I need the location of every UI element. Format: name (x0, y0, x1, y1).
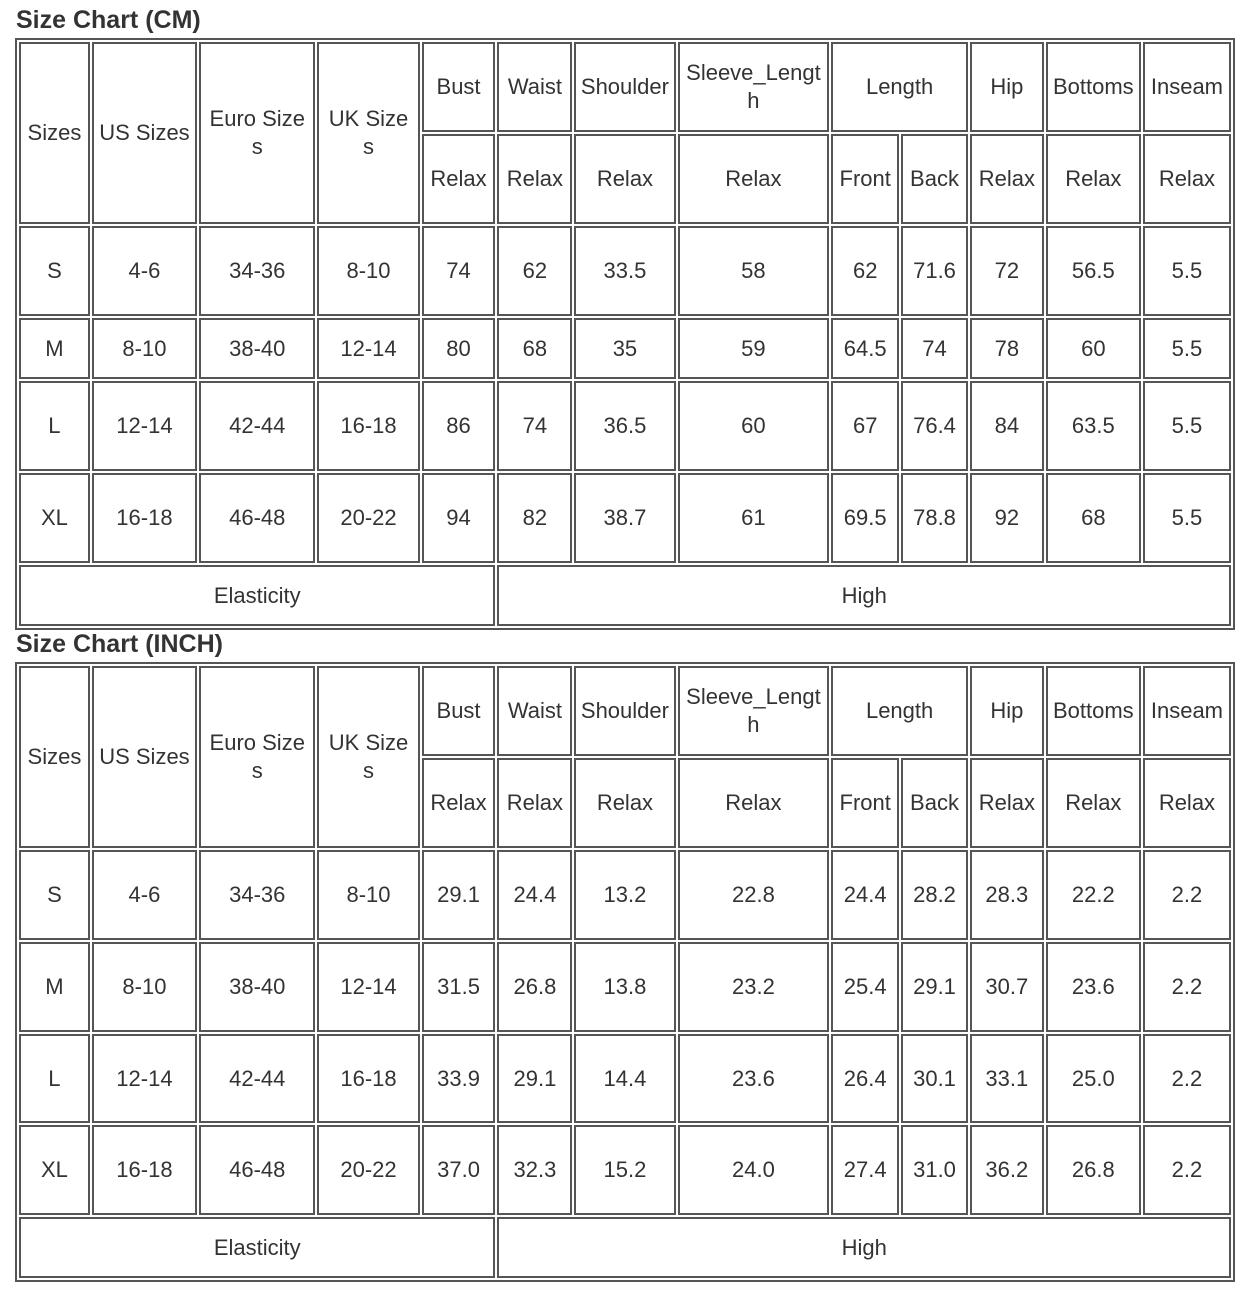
header-uk-sizes: UK Sizes (317, 42, 419, 224)
cell-hip: 30.7 (970, 942, 1044, 1032)
cell-back: 71.6 (901, 226, 968, 316)
cell-sleeve: 24.0 (678, 1125, 830, 1215)
cell-front: 62 (831, 226, 899, 316)
cell-waist: 24.4 (497, 850, 572, 940)
size-chart-cm-title: Size Chart (CM) (16, 6, 201, 34)
cell-hip: 33.1 (970, 1034, 1044, 1124)
cell-uk: 16-18 (317, 1034, 419, 1124)
cell-bottoms: 60 (1046, 318, 1141, 379)
cell-us: 8-10 (92, 942, 197, 1032)
table-row (19, 318, 1231, 379)
subheader-bottoms: Relax (1046, 134, 1141, 224)
cell-bust: 29.1 (422, 850, 496, 940)
cell-sleeve: 23.6 (678, 1034, 830, 1124)
subheader-inseam: Relax (1143, 758, 1231, 848)
cell-bottoms: 26.8 (1046, 1125, 1141, 1215)
size-chart-inch-title: Size Chart (INCH) (16, 630, 223, 658)
subheader-front: Front (831, 134, 899, 224)
subheader-waist: Relax (497, 134, 572, 224)
cell-size: XL (19, 473, 90, 563)
subheader-hip: Relax (970, 758, 1044, 848)
cell-inseam: 2.2 (1143, 1034, 1231, 1124)
header-waist: Waist (497, 666, 572, 756)
cell-shoulder: 15.2 (574, 1125, 675, 1215)
cell-front: 67 (831, 381, 899, 471)
cell-euro: 42-44 (199, 1034, 315, 1124)
cell-euro: 46-48 (199, 473, 315, 563)
cell-inseam: 5.5 (1143, 318, 1231, 379)
cell-bust: 37.0 (422, 1125, 496, 1215)
cell-inseam: 2.2 (1143, 850, 1231, 940)
cell-back: 30.1 (901, 1034, 968, 1124)
elasticity-value: High (497, 565, 1231, 626)
cell-waist: 82 (497, 473, 572, 563)
cell-hip: 72 (970, 226, 1044, 316)
cell-bust: 80 (422, 318, 496, 379)
cell-sleeve: 22.8 (678, 850, 830, 940)
cell-bottoms: 63.5 (1046, 381, 1141, 471)
header-inseam: Inseam (1143, 42, 1231, 132)
cell-uk: 12-14 (317, 318, 419, 379)
header-sleeve-length: Sleeve_Length (678, 666, 830, 756)
header-row (19, 666, 1231, 756)
header-us-sizes: US Sizes (92, 666, 197, 848)
cell-us: 4-6 (92, 226, 197, 316)
cell-euro: 38-40 (199, 318, 315, 379)
cell-sleeve: 58 (678, 226, 830, 316)
cell-shoulder: 38.7 (574, 473, 675, 563)
cell-waist: 74 (497, 381, 572, 471)
cell-waist: 26.8 (497, 942, 572, 1032)
size-chart-cm-table (15, 38, 1235, 630)
header-hip: Hip (970, 666, 1044, 756)
subheader-shoulder: Relax (574, 758, 675, 848)
cell-front: 69.5 (831, 473, 899, 563)
subheader-bust: Relax (422, 758, 496, 848)
cell-sleeve: 61 (678, 473, 830, 563)
cell-uk: 16-18 (317, 381, 419, 471)
cell-us: 12-14 (92, 381, 197, 471)
cell-front: 27.4 (831, 1125, 899, 1215)
footer-row (19, 1217, 1231, 1278)
header-euro-sizes: Euro Sizes (199, 42, 315, 224)
cell-us: 8-10 (92, 318, 197, 379)
elasticity-label: Elasticity (19, 565, 495, 626)
header-bottoms: Bottoms (1046, 666, 1141, 756)
cell-us: 16-18 (92, 473, 197, 563)
cell-inseam: 2.2 (1143, 942, 1231, 1032)
cell-hip: 36.2 (970, 1125, 1044, 1215)
cell-inseam: 5.5 (1143, 473, 1231, 563)
subheader-back: Back (901, 134, 968, 224)
footer-row (19, 565, 1231, 626)
cell-bust: 94 (422, 473, 496, 563)
cell-shoulder: 13.2 (574, 850, 675, 940)
cell-back: 31.0 (901, 1125, 968, 1215)
header-euro-sizes: Euro Sizes (199, 666, 315, 848)
cell-shoulder: 36.5 (574, 381, 675, 471)
header-us-sizes: US Sizes (92, 42, 197, 224)
cell-back: 74 (901, 318, 968, 379)
subheader-hip: Relax (970, 134, 1044, 224)
header-waist: Waist (497, 42, 572, 132)
table-row (19, 1034, 1231, 1124)
cell-size: L (19, 381, 90, 471)
cell-inseam: 2.2 (1143, 1125, 1231, 1215)
elasticity-label: Elasticity (19, 1217, 495, 1278)
subheader-front: Front (831, 758, 899, 848)
cell-hip: 28.3 (970, 850, 1044, 940)
header-bottoms: Bottoms (1046, 42, 1141, 132)
cell-front: 26.4 (831, 1034, 899, 1124)
cell-back: 78.8 (901, 473, 968, 563)
cell-inseam: 5.5 (1143, 381, 1231, 471)
cell-euro: 38-40 (199, 942, 315, 1032)
cell-bottoms: 68 (1046, 473, 1141, 563)
cell-hip: 92 (970, 473, 1044, 563)
header-shoulder: Shoulder (574, 666, 675, 756)
cell-size: XL (19, 1125, 90, 1215)
header-uk-sizes: UK Sizes (317, 666, 419, 848)
cell-euro: 34-36 (199, 226, 315, 316)
table-row (19, 1125, 1231, 1215)
cell-inseam: 5.5 (1143, 226, 1231, 316)
cell-shoulder: 14.4 (574, 1034, 675, 1124)
header-length: Length (831, 666, 968, 756)
cell-shoulder: 33.5 (574, 226, 675, 316)
cell-hip: 84 (970, 381, 1044, 471)
cell-sleeve: 59 (678, 318, 830, 379)
table-row (19, 942, 1231, 1032)
cell-uk: 20-22 (317, 473, 419, 563)
cell-front: 64.5 (831, 318, 899, 379)
cell-bust: 31.5 (422, 942, 496, 1032)
cell-uk: 12-14 (317, 942, 419, 1032)
cell-shoulder: 35 (574, 318, 675, 379)
cell-size: S (19, 850, 90, 940)
cell-shoulder: 13.8 (574, 942, 675, 1032)
cell-us: 4-6 (92, 850, 197, 940)
cell-us: 16-18 (92, 1125, 197, 1215)
cell-euro: 42-44 (199, 381, 315, 471)
table-row (19, 850, 1231, 940)
cell-uk: 8-10 (317, 850, 419, 940)
cell-uk: 20-22 (317, 1125, 419, 1215)
cell-front: 24.4 (831, 850, 899, 940)
subheader-sleeve: Relax (678, 134, 830, 224)
header-sizes: Sizes (19, 42, 90, 224)
cell-sleeve: 23.2 (678, 942, 830, 1032)
elasticity-value: High (497, 1217, 1231, 1278)
header-length: Length (831, 42, 968, 132)
cell-waist: 29.1 (497, 1034, 572, 1124)
subheader-waist: Relax (497, 758, 572, 848)
table-row (19, 473, 1231, 563)
cell-back: 29.1 (901, 942, 968, 1032)
header-sizes: Sizes (19, 666, 90, 848)
cell-bust: 33.9 (422, 1034, 496, 1124)
header-bust: Bust (422, 666, 496, 756)
cell-sleeve: 60 (678, 381, 830, 471)
cell-waist: 62 (497, 226, 572, 316)
table-row (19, 381, 1231, 471)
size-chart-inch-table (15, 662, 1235, 1282)
cell-euro: 34-36 (199, 850, 315, 940)
cell-euro: 46-48 (199, 1125, 315, 1215)
cell-us: 12-14 (92, 1034, 197, 1124)
cell-bottoms: 22.2 (1046, 850, 1141, 940)
cell-size: M (19, 942, 90, 1032)
cell-waist: 68 (497, 318, 572, 379)
cell-bottoms: 25.0 (1046, 1034, 1141, 1124)
subheader-shoulder: Relax (574, 134, 675, 224)
subheader-sleeve: Relax (678, 758, 830, 848)
cell-hip: 78 (970, 318, 1044, 379)
cell-back: 76.4 (901, 381, 968, 471)
cell-bust: 74 (422, 226, 496, 316)
cell-waist: 32.3 (497, 1125, 572, 1215)
subheader-bust: Relax (422, 134, 496, 224)
header-sleeve-length: Sleeve_Length (678, 42, 830, 132)
cell-back: 28.2 (901, 850, 968, 940)
cell-bottoms: 56.5 (1046, 226, 1141, 316)
subheader-back: Back (901, 758, 968, 848)
subheader-inseam: Relax (1143, 134, 1231, 224)
header-inseam: Inseam (1143, 666, 1231, 756)
cell-uk: 8-10 (317, 226, 419, 316)
header-bust: Bust (422, 42, 496, 132)
cell-front: 25.4 (831, 942, 899, 1032)
cell-size: L (19, 1034, 90, 1124)
header-row (19, 42, 1231, 132)
cell-bottoms: 23.6 (1046, 942, 1141, 1032)
cell-size: M (19, 318, 90, 379)
cell-bust: 86 (422, 381, 496, 471)
header-hip: Hip (970, 42, 1044, 132)
header-shoulder: Shoulder (574, 42, 675, 132)
table-row (19, 226, 1231, 316)
cell-size: S (19, 226, 90, 316)
subheader-bottoms: Relax (1046, 758, 1141, 848)
